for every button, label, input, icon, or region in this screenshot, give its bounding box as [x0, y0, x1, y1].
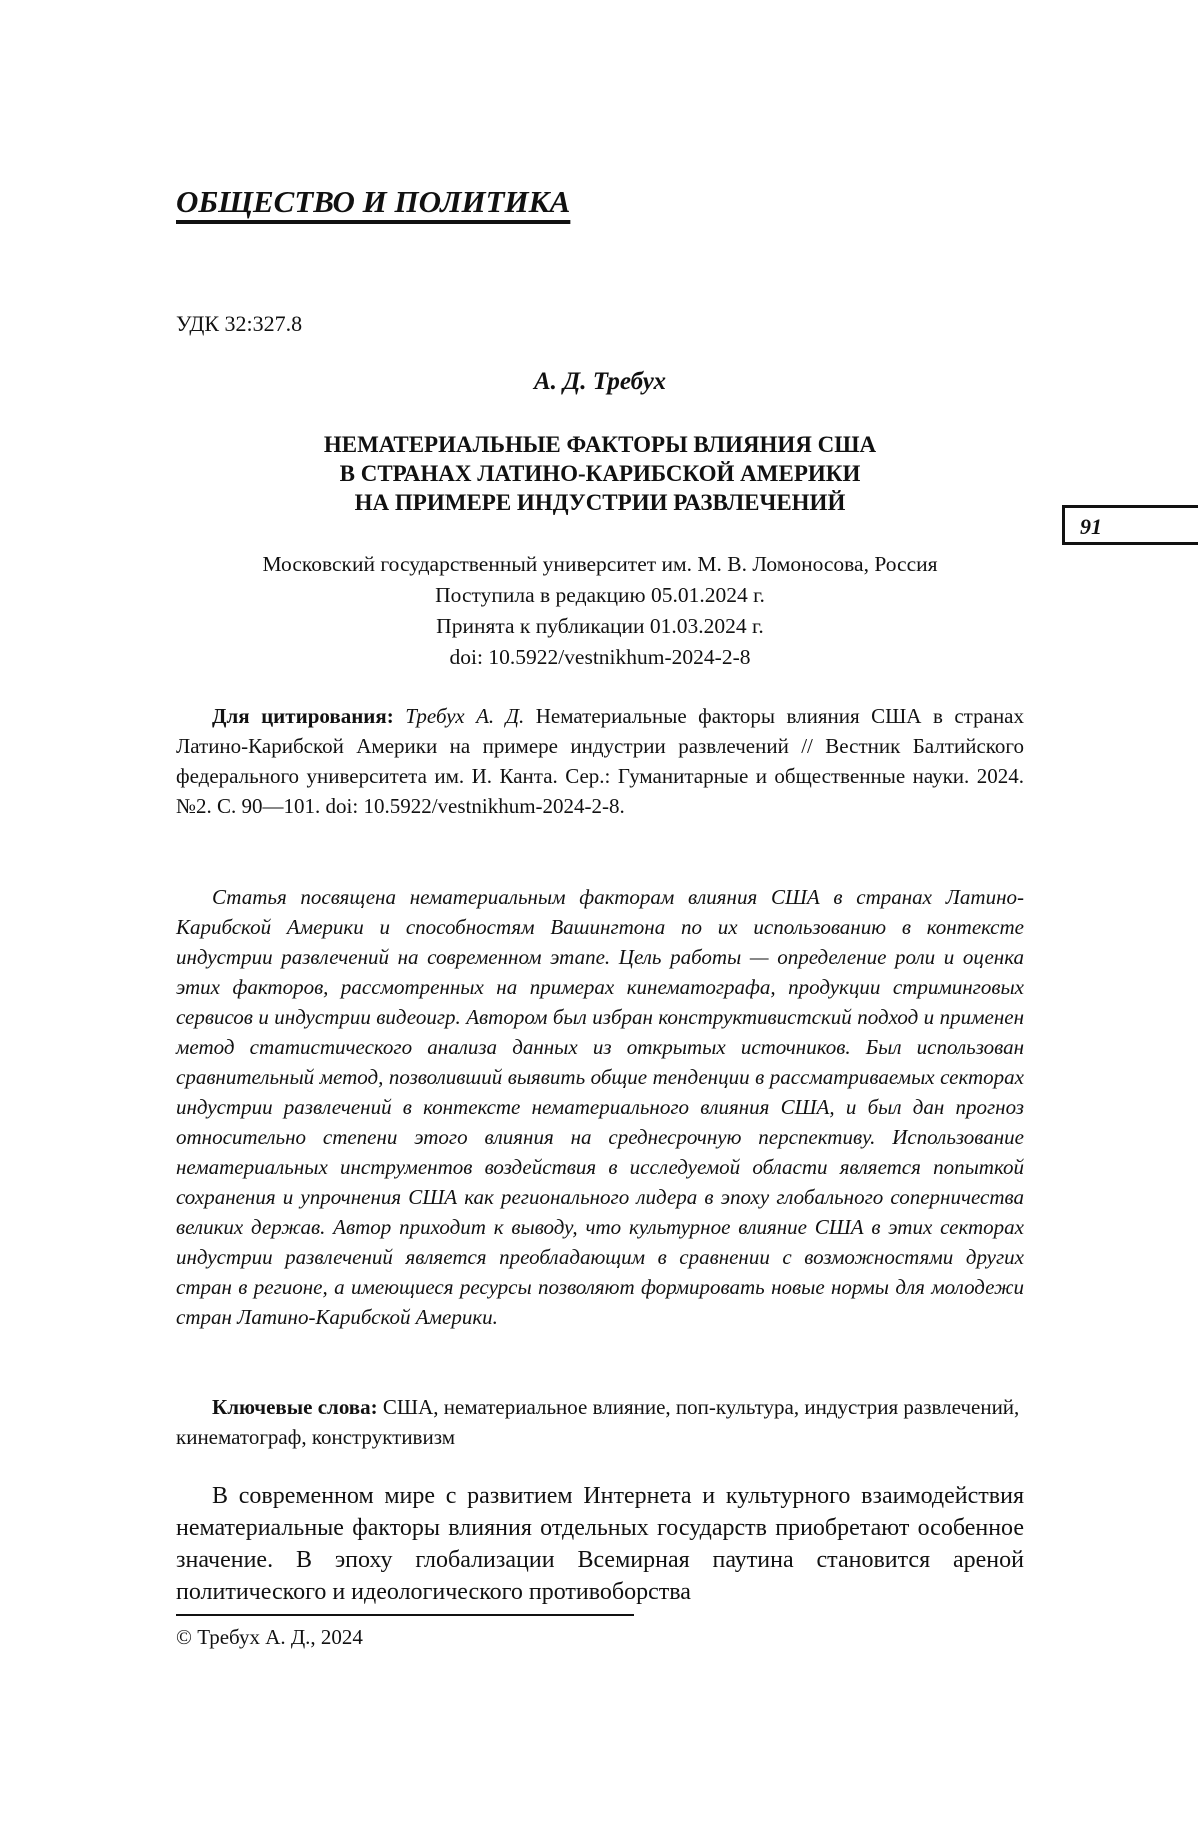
article-title-line: НЕМАТЕРИАЛЬНЫЕ ФАКТОРЫ ВЛИЯНИЯ США: [323, 432, 877, 457]
body-paragraph: В современном мире с развитием Интернета и культурного взаимодействия нематериальные факторы влияния отдельных государств приобретают особенное значение. В эпоху глобализации Всемирная паутина становится ареной политического и идеологического противоборства: [176, 1483, 1024, 1605]
citation-block: [176, 701, 1024, 821]
keywords-block: [176, 1392, 1024, 1452]
section-title: ОБЩЕСТВО И ПОЛИТИКА: [176, 184, 571, 219]
article-meta: [176, 549, 1024, 673]
keywords-text: США, нематериальное влияние, поп-культура, индустрия развлечений, кинематограф, конструктивизм: [176, 1395, 1020, 1449]
udk-code: УДК 32:327.8: [176, 311, 303, 336]
article-title-line: В СТРАНАХ ЛАТИНО-КАРИБСКОЙ АМЕРИКИ: [339, 461, 861, 486]
article-title-line: НА ПРИМЕРЕ ИНДУСТРИИ РАЗВЛЕЧЕНИЙ: [354, 490, 846, 515]
affiliation: Московский государственный университет им. М. В. Ломоносова, Россия: [262, 552, 938, 576]
abstract: Статья посвящена нематериальным факторам влияния США в странах Латино-Карибской Америки и способностям Вашингтона по их использованию в контексте индустрии развлечений на современном этапе. Цель работы — определение роли и оценка этих факторов, рассмотренных на примерах кинематографа, продукции стриминговых сервисов и индустрии видеоигр. Автором был избран конструктивистский подход и применен метод статистического анализа данных из открытых источников. Был использован сравнительный метод, позволивший выявить общие тенденции в рассматриваемых секторах индустрии развлечений в контексте нематериального влияния США, и был дан прогноз относительно степени этого влияния на среднесрочную перспективу. Использование нематериальных инструментов воздействия в исследуемой области является попыткой сохранения и упрочнения США как регионального лидера в эпоху глобального соперничества великих держав. Автор приходит к выводу, что культурное влияние США в этих секторах индустрии развлечений является преобладающим в сравнении с возможностями других стран в регионе, а имеющиеся ресурсы позволяют формировать новые нормы для молодежи стран Латино-Карибской Америки.: [176, 885, 1024, 1329]
keywords-label: Ключевые слова:: [212, 1395, 378, 1419]
copyright-notice: © Требух А. Д., 2024: [176, 1625, 363, 1649]
citation-label: Для цитирования:: [212, 704, 394, 728]
received-date: Поступила в редакцию 05.01.2024 г.: [435, 583, 765, 607]
citation-text: Нематериальные факторы влияния США в странах Латино-Карибской Америки на примере индустрии развлечений // Вестник Балтийского федерального университета им. И. Канта. Сер.: Гуманитарные и общественные науки. 2024. №2. С. 90—101. doi: 10.5922/vestnikhum-2024-2-8.: [176, 704, 1025, 818]
doi: doi: 10.5922/vestnikhum-2024-2-8: [449, 645, 751, 669]
page-number: 91: [1080, 514, 1102, 539]
article-title: [176, 430, 1024, 517]
page-number-tab: [1062, 505, 1198, 545]
accepted-date: Принята к публикации 01.03.2024 г.: [436, 614, 764, 638]
citation-author: Требух А. Д.: [405, 704, 525, 728]
author-name: А. Д. Требух: [533, 368, 667, 395]
footnote-divider: [176, 1614, 634, 1616]
